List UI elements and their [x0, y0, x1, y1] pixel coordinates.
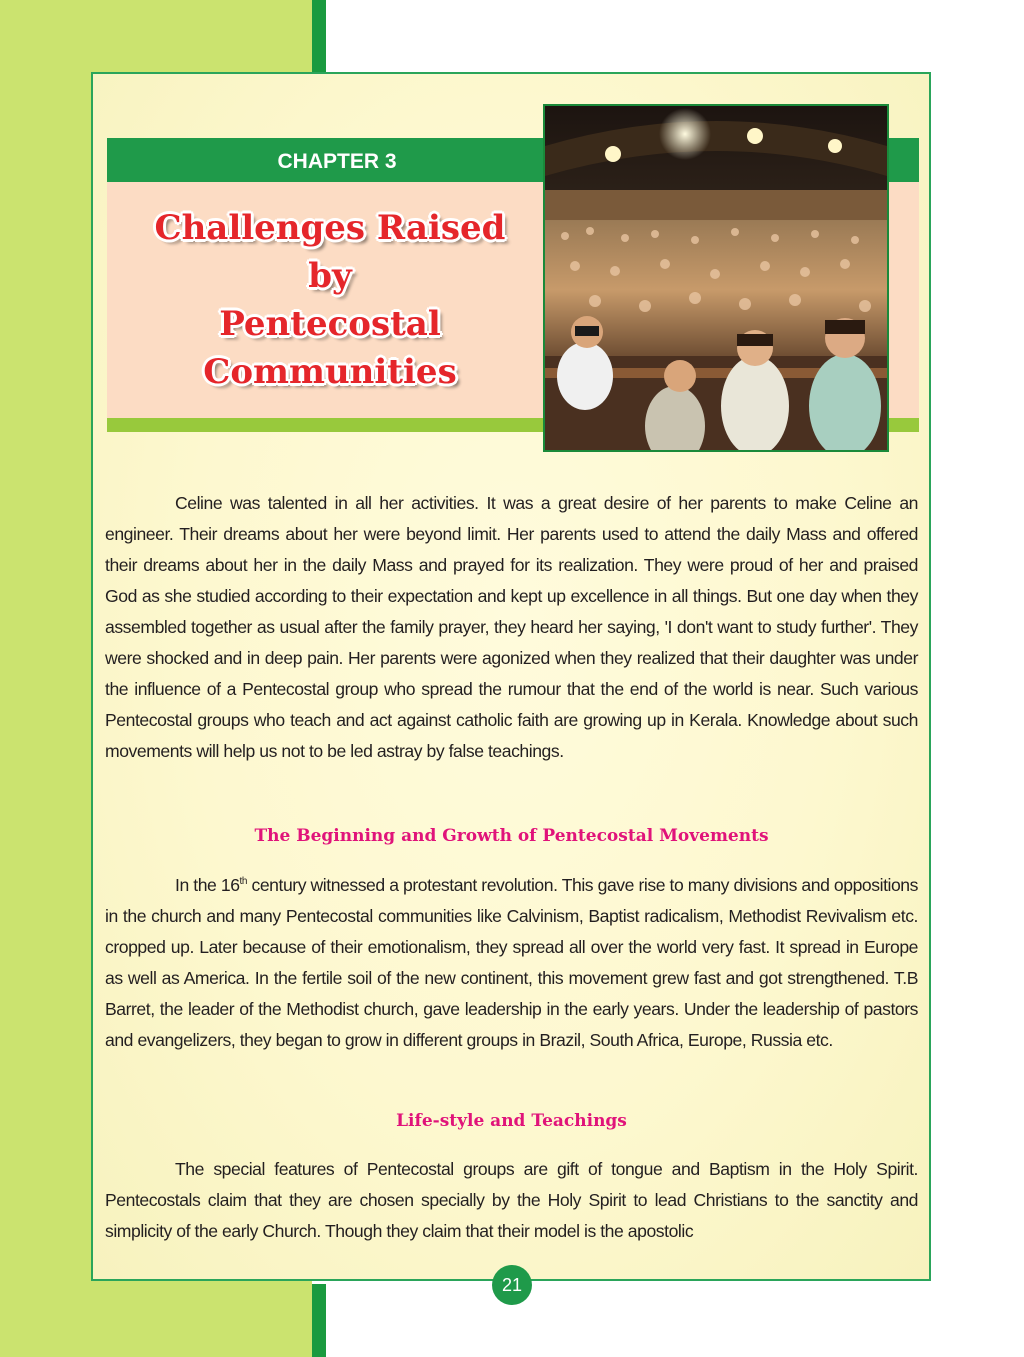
lifestyle-paragraph: The special features of Pentecostal groups are gift of tongue and Baptism in the Holy Spirit. Pentecostals claim that they are chosen specially by the Holy Spirit to lead Christians to the sanctity and simplicity of the early Church. Though they claim that their model is the apostolic — [105, 1159, 918, 1241]
history-text-rest: century witnessed a protestant revolution. This gave rise to many divisions and oppositions in the church and many Pentecostal communities like Calvinism, Baptist radicalism, Methodist Revivalism etc. cropped up. Later because of their emotionalism, they spread all over the world very fast. It spread in Europe as well as America. In the fertile soil of the new continent, this movement grew fast and got strengthened. T.B Barret, the leader of the Methodist church, gave leadership in the early years. Under the leadership of pastors and evangelizers, they began to grow in different groups in Brazil, South Africa, Europe, Russia etc. — [105, 875, 918, 1050]
heading-beginning-growth: The Beginning and Growth of Pentecostal Movements — [254, 826, 769, 846]
photo-illustration-icon — [545, 106, 887, 450]
page-number: 21 — [492, 1265, 532, 1305]
bottom-green-stripe — [312, 1284, 326, 1357]
intro-paragraph: Celine was talented in all her activities. It was a great desire of her parents to make Celine an engineer. Their dreams about her were beyond limit. Her parents used to attend the daily Mass and offered their dreams about her in the daily Mass and prayed for its realization. They were proud of her and praised God as she studied according to their expectation and kept up excellence in all things. But one day when they assembled together as usual after the family prayer, they heard her saying, 'I don't want to study further'. They were shocked and in deep pain. Her parents were agonized when they realized that their daughter was under the influence of a Pentecostal group who spread the rumour that the end of the world is near. Such various Pentecostal groups who teach and act against catholic faith are growing up in Kerala. Knowledge about such movements will help us not to be led astray by false teachings. — [105, 493, 918, 761]
chapter-label: CHAPTER 3 — [277, 150, 397, 173]
heading-lifestyle-teachings: Life-style and Teachings — [396, 1111, 627, 1131]
congregation-worship-photo — [543, 104, 889, 452]
history-text-start: In the 16 — [175, 875, 240, 895]
history-paragraph — [105, 870, 918, 1056]
ordinal-suffix: th — [239, 876, 247, 888]
chapter-title: Challenges Raised by Pentecostal Communities — [154, 208, 506, 392]
top-green-stripe — [312, 0, 326, 72]
